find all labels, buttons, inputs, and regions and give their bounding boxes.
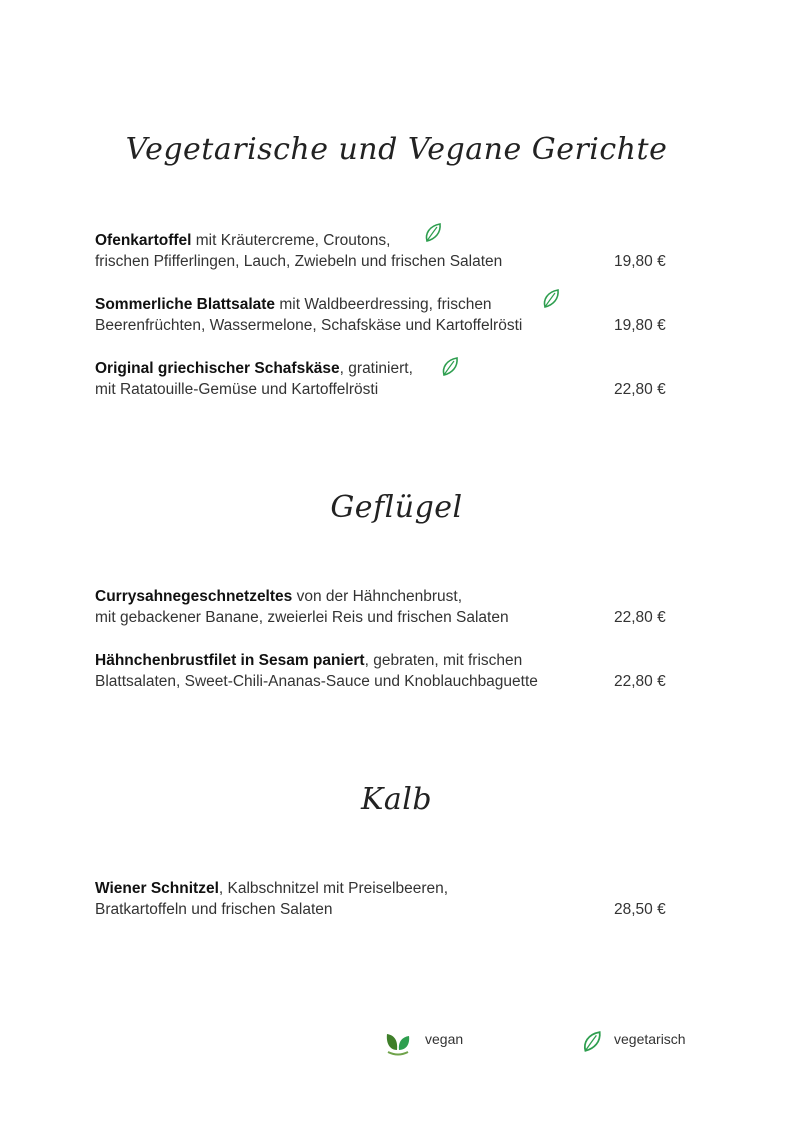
dish-description: Beerenfrüchten, Wassermelone, Schafskäse und Kartoffelrösti xyxy=(95,317,523,334)
dish-description: mit Waldbeerdressing, frischen xyxy=(275,296,492,313)
dish-name: Wiener Schnitzel xyxy=(95,880,219,897)
dish-description: frischen Pfifferlingen, Lauch, Zwiebeln und frischen Salaten xyxy=(95,253,503,270)
dish-price: 22,80 € xyxy=(614,381,666,398)
dish-description: mit Ratatouille-Gemüse und Kartoffelrösti xyxy=(95,381,379,398)
dish-description: Blattsalaten, Sweet-Chili-Ananas-Sauce und Knoblauchbaguette xyxy=(95,673,538,690)
menu-item xyxy=(95,294,675,336)
section-title-poultry: Geflügel xyxy=(330,490,463,525)
vegetarian-leaf-icon xyxy=(581,1029,603,1055)
dish-price: 22,80 € xyxy=(614,673,666,690)
dish-name: Ofenkartoffel xyxy=(95,232,192,249)
dish-description: Bratkartoffeln und frischen Salaten xyxy=(95,901,333,918)
section-title-vegetarian: Vegetarische und Vegane Gerichte xyxy=(125,132,668,167)
dish-description: , Kalbschnitzel mit Preiselbeeren, xyxy=(218,880,449,897)
dish-name: Sommerliche Blattsalate xyxy=(95,296,276,313)
vegetarian-leaf-icon xyxy=(423,222,443,244)
dish-price: 22,80 € xyxy=(614,609,666,626)
dish-price: 19,80 € xyxy=(614,253,666,270)
dish-name: Hähnchenbrustfilet in Sesam paniert xyxy=(95,652,365,669)
dish-description: , gratiniert, xyxy=(339,360,413,377)
menu-item xyxy=(95,650,675,692)
dish-name: Currysahnegeschnetzeltes xyxy=(95,588,293,605)
dish-name: Original griechischer Schafskäse xyxy=(95,360,340,377)
menu-item xyxy=(95,586,675,628)
legend-vegetarian-label: vegetarisch xyxy=(614,1031,686,1047)
section-title-veal: Kalb xyxy=(360,782,433,817)
vegetarian-leaf-icon xyxy=(440,356,460,378)
dish-price: 28,50 € xyxy=(614,901,666,918)
dish-description: mit gebackener Banane, zweierlei Reis und frischen Salaten xyxy=(95,609,509,626)
menu-item xyxy=(95,358,675,400)
legend-vegan-label: vegan xyxy=(425,1031,464,1047)
menu-item xyxy=(95,878,675,920)
dish-description: , gebraten, mit frischen xyxy=(364,652,523,669)
menu-item xyxy=(95,230,675,272)
dish-description: mit Kräutercreme, Croutons, xyxy=(191,232,391,249)
dish-description: von der Hähnchenbrust, xyxy=(292,588,463,605)
vegetarian-leaf-icon xyxy=(541,288,561,310)
dish-price: 19,80 € xyxy=(614,317,666,334)
vegan-leaves-icon xyxy=(383,1028,413,1058)
